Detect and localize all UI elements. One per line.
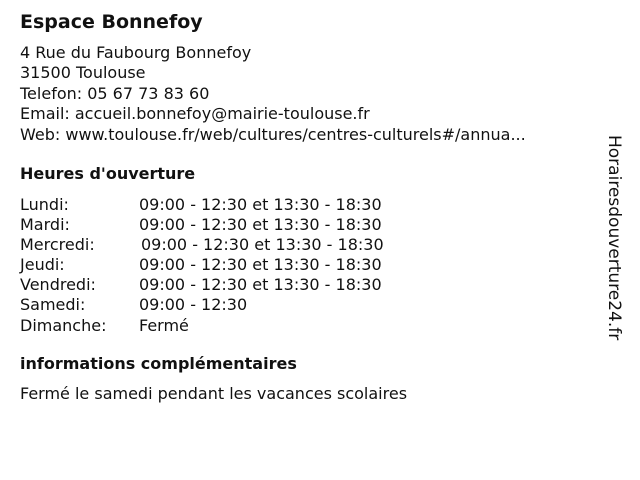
hours-row-wednesday (20, 235, 440, 255)
hours-value: 09:00 - 12:30 et 13:30 - 18:30 (139, 195, 382, 214)
day-label: Mercredi: (20, 235, 95, 255)
hours-value: 09:00 - 12:30 (139, 295, 248, 315)
street-address: 4 Rue du Faubourg Bonnefoy (20, 43, 252, 62)
website-link: Web: www.toulouse.fr/web/cultures/centres-culturels#/annua... (20, 124, 526, 144)
hours-value: Fermé (139, 315, 189, 335)
day-label: Dimanche: (20, 315, 107, 335)
hours-row-thursday (20, 255, 440, 275)
hours-row-friday (20, 275, 440, 295)
day-label: Vendredi: (20, 275, 96, 295)
additional-info-heading: informations complémentaires (20, 354, 297, 373)
hours-row-sunday (20, 316, 440, 336)
hours-row-tuesday (20, 215, 440, 235)
opening-hours-table (20, 195, 440, 336)
place-title: Espace Bonnefoy (20, 11, 203, 33)
day-label: Samedi: (20, 295, 86, 315)
email-address: Email: accueil.bonnefoy@mairie-toulouse.fr (20, 104, 370, 124)
city-postal: 31500 Toulouse (20, 63, 146, 83)
hours-row-monday (20, 195, 440, 215)
day-label: Mardi: (20, 215, 70, 235)
contact-block (20, 43, 526, 145)
hours-value: 09:00 - 12:30 et 13:30 - 18:30 (141, 235, 384, 255)
hours-value: 09:00 - 12:30 et 13:30 - 18:30 (139, 275, 382, 295)
phone-number: Telefon: 05 67 73 83 60 (20, 83, 210, 103)
opening-hours-heading: Heures d'ouverture (20, 164, 196, 183)
hours-value: 09:00 - 12:30 et 13:30 - 18:30 (139, 255, 382, 275)
day-label: Lundi: (20, 195, 69, 214)
site-watermark: Horairesdouverture24.fr (604, 135, 624, 341)
day-label: Jeudi: (20, 255, 65, 275)
hours-value: 09:00 - 12:30 et 13:30 - 18:30 (139, 215, 382, 235)
hours-row-saturday (20, 295, 440, 315)
additional-info-text: Fermé le samedi pendant les vacances scolaires (20, 384, 408, 403)
